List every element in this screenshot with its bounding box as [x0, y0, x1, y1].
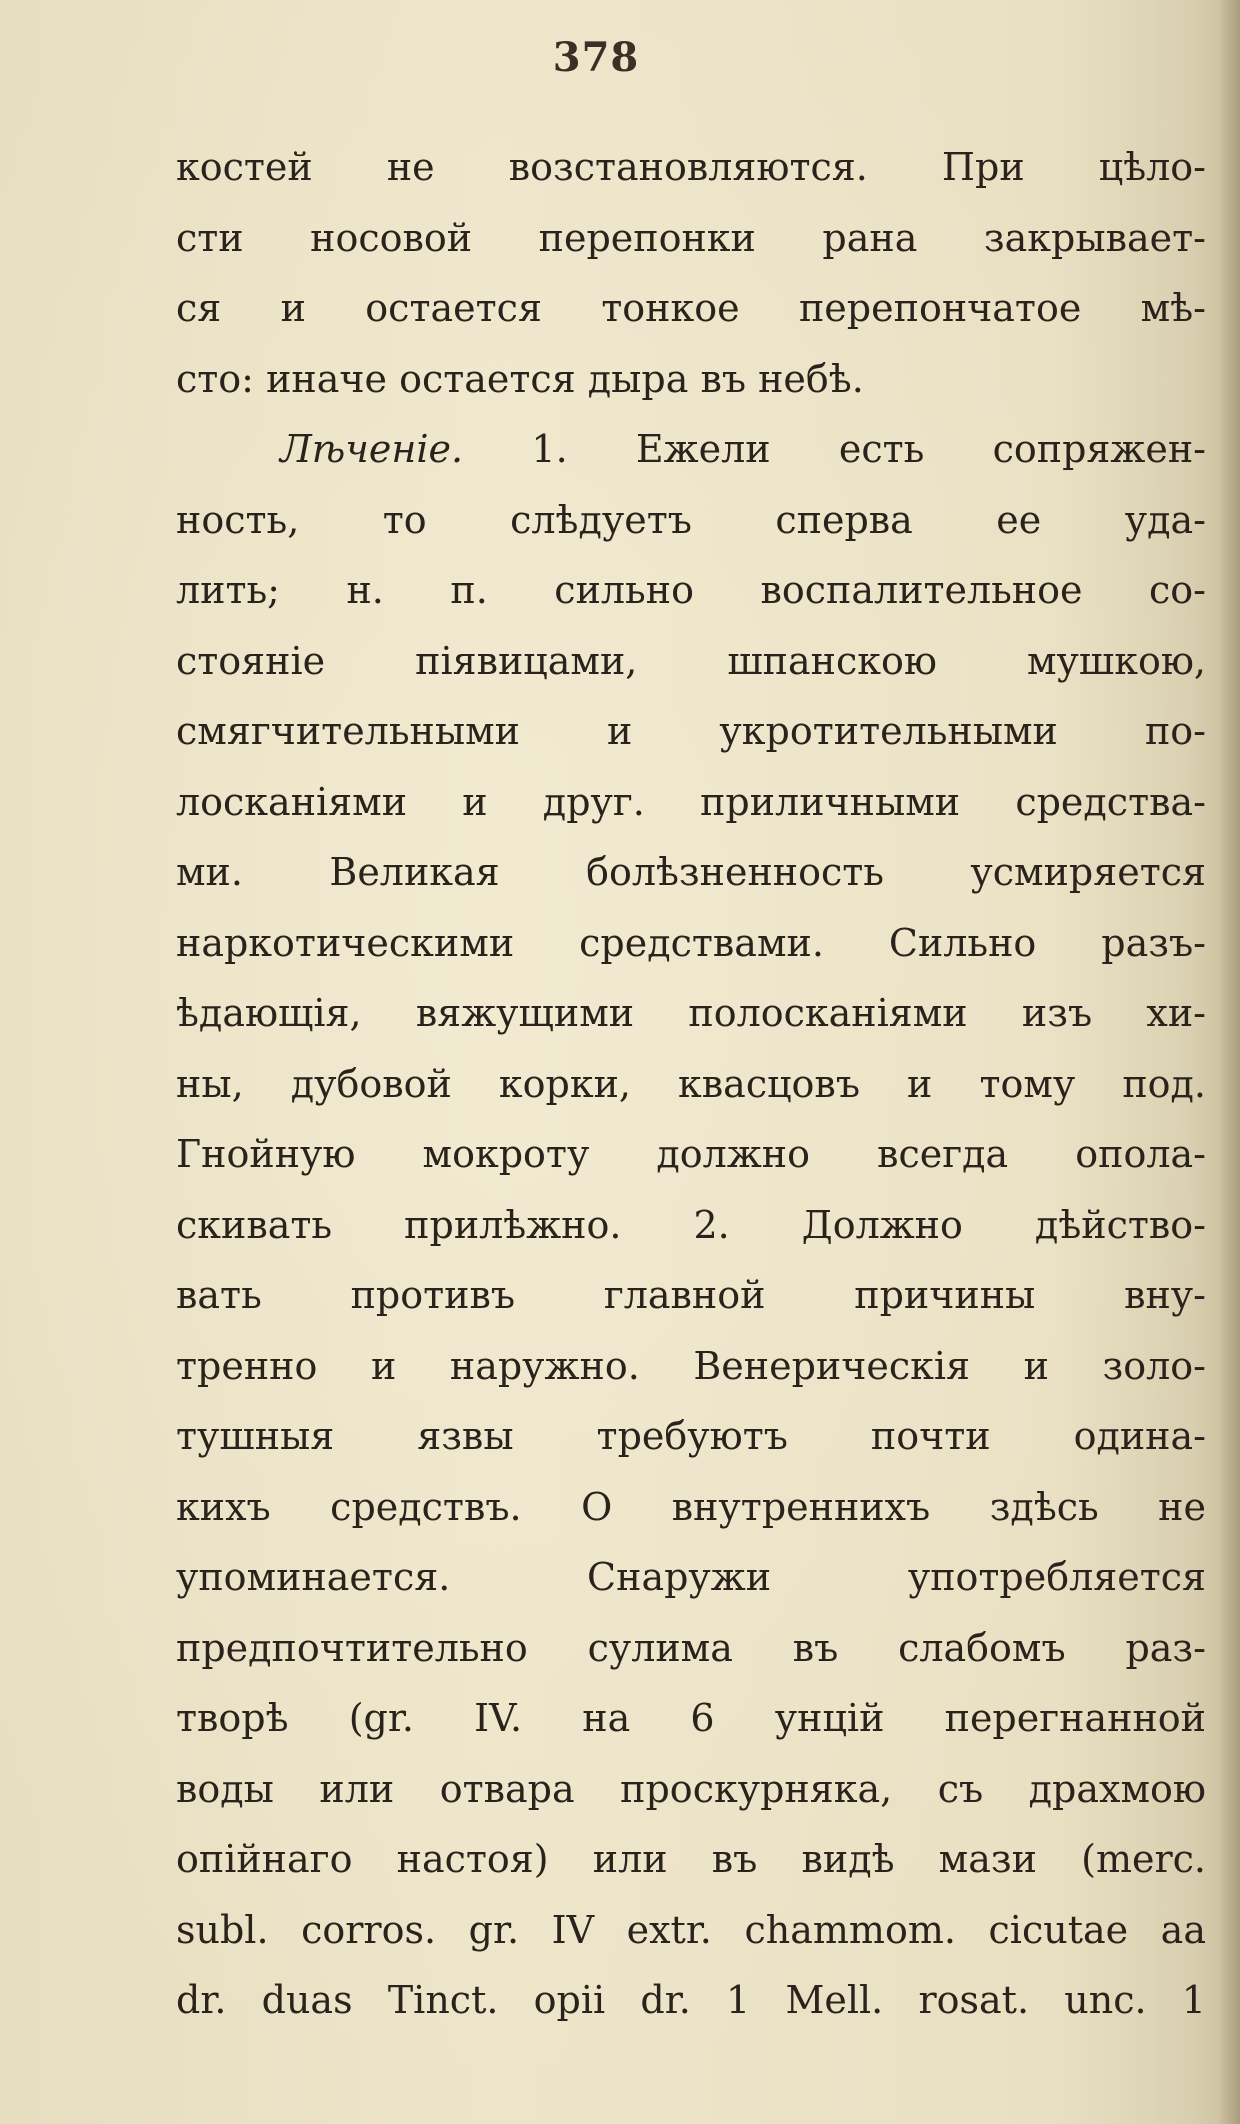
text-line: dr. duas Tinct. opii dr. 1 Mell. rosat. unc. 1 [176, 1978, 1206, 2022]
text-line-treatment-heading: Лѣченіе. 1. Ежели есть сопряжен- [280, 427, 1206, 471]
page-gutter-shadow [1218, 0, 1240, 2124]
text-line: ми. Великая болѣзненность усмиряется [176, 850, 1206, 894]
text-line: вать противъ главной причины вну- [176, 1273, 1206, 1317]
body-text [176, 132, 1206, 2036]
text-line: наркотическими средствами. Сильно разъ- [176, 920, 1206, 965]
text-line: ность, то слѣдуетъ сперва ее уда- [176, 497, 1206, 542]
text-line: ся и остается тонкое перепончатое мѣ- [176, 286, 1206, 330]
text-line: кихъ средствъ. О внутреннихъ здѣсь не [176, 1484, 1206, 1529]
text-line: творѣ (gr. IV. на 6 унцій перегнанной [176, 1696, 1206, 1740]
text-line: стояніе піявицами, шпанскою мушкою, [176, 638, 1206, 683]
page-number: 378 [552, 34, 640, 81]
text-line: костей не возстановляются. При цѣло- [176, 145, 1206, 189]
text-line: лить; н. п. сильно воспалительное со- [176, 568, 1206, 612]
text-line: скивать прилѣжно. 2. Должно дѣйство- [176, 1202, 1206, 1247]
text-line: смягчительными и укротительными по- [176, 709, 1206, 753]
text-line: воды или отвара проскурняка, съ драхмою [176, 1766, 1206, 1811]
text-line: subl. corros. gr. IV extr. chammom. cicutae aa [176, 1907, 1206, 1952]
text-line: тренно и наружно. Венерическія и золо- [176, 1343, 1206, 1388]
text-line: предпочтительно сулима въ слабомъ раз- [176, 1625, 1206, 1670]
text-line: тушныя язвы требуютъ почти одина- [176, 1414, 1206, 1458]
text-line: лосканіями и друг. приличными средства- [176, 779, 1206, 824]
text-line: ѣдающія, вяжущими полосканіями изъ хи- [176, 991, 1206, 1035]
text-line: Гнойную мокроту должно всегда опола- [176, 1132, 1206, 1176]
text-line: сто: иначе остается дыра въ небѣ. [176, 356, 864, 401]
text-line: опійнаго настоя) или въ видѣ мази (merc. [176, 1837, 1206, 1881]
text-line: ны, дубовой корки, квасцовъ и тому под. [176, 1061, 1206, 1106]
treatment-heading-word: Лѣченіе. [280, 427, 464, 471]
text-line: сти носовой перепонки рана закрывает- [176, 215, 1206, 260]
text-line: упоминается. Снаружи употребляется [176, 1555, 1206, 1599]
